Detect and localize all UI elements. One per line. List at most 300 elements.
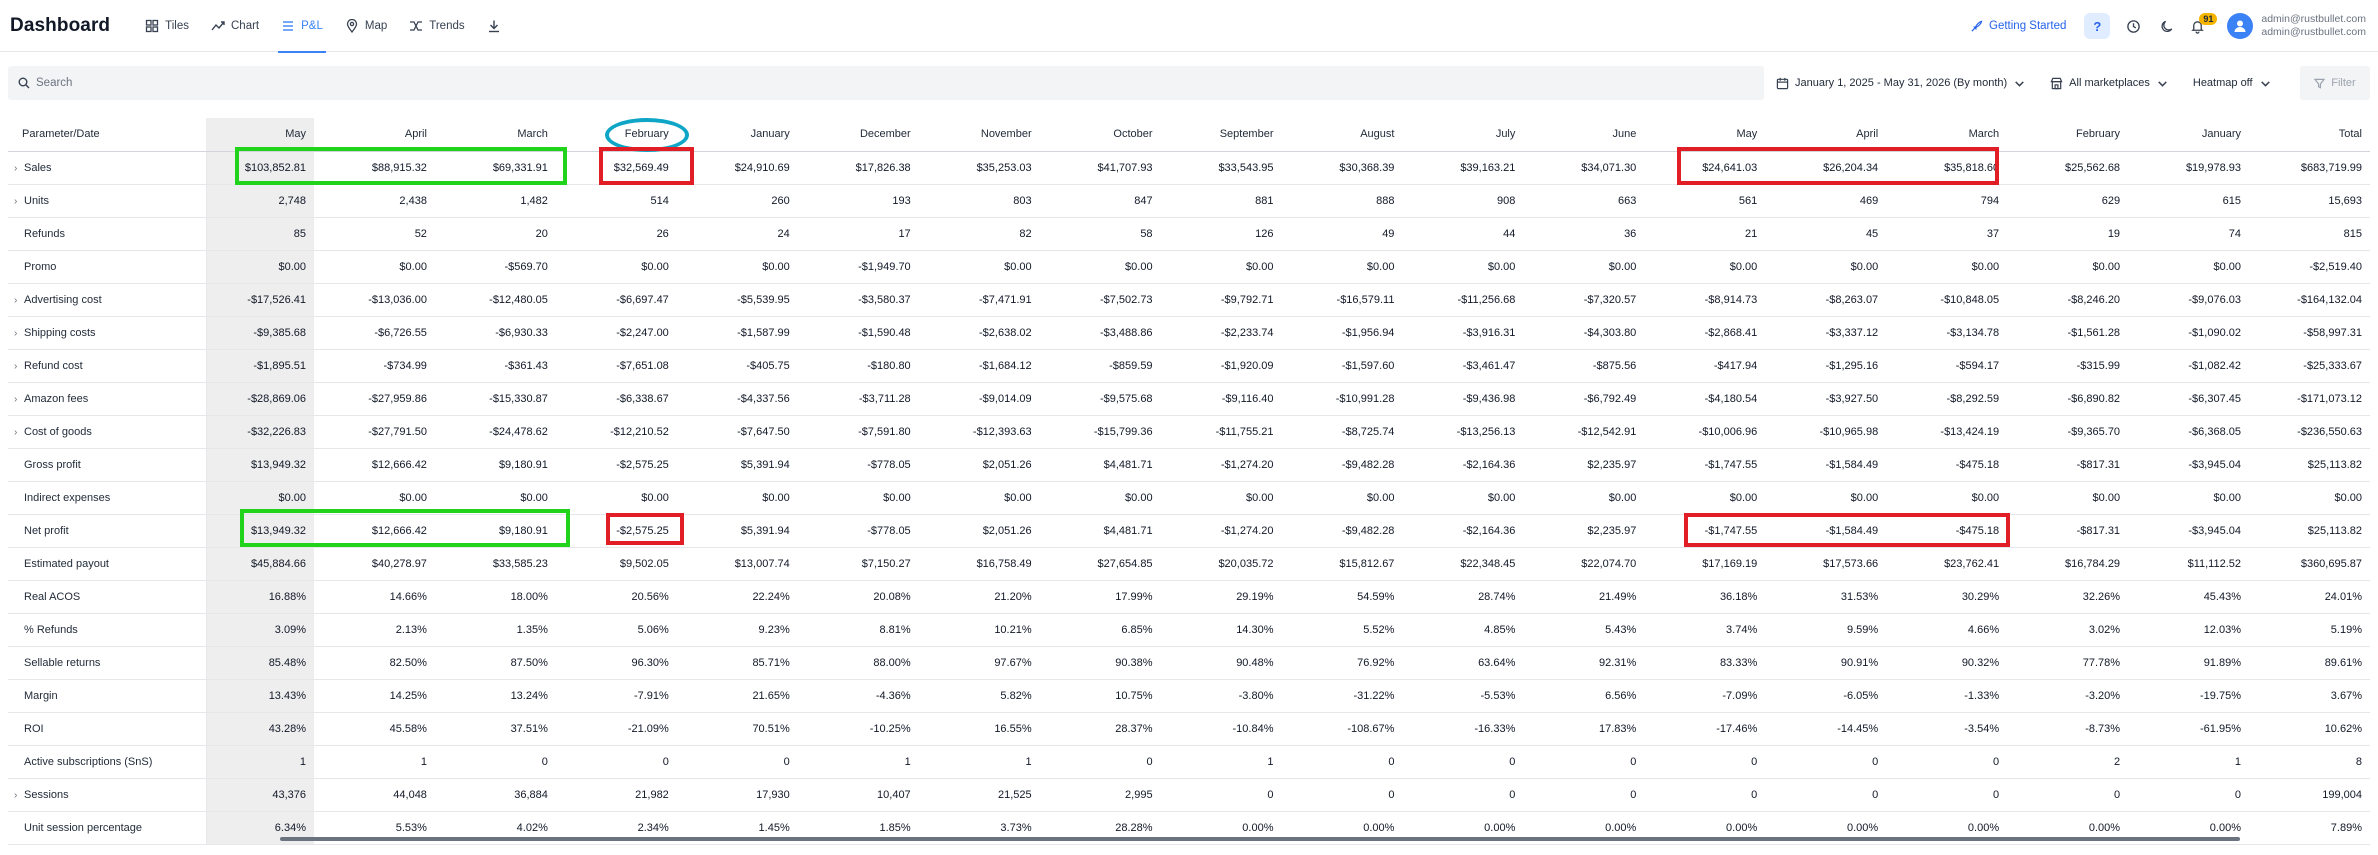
table-cell: 5.82% <box>919 679 1040 712</box>
table-cell: 10.21% <box>919 613 1040 646</box>
table-cell: $19,978.93 <box>2128 151 2249 184</box>
table-cell: $0.00 <box>314 250 435 283</box>
table-cell: 3.73% <box>919 811 1040 844</box>
table-cell: $0.00 <box>798 481 919 514</box>
search-input[interactable] <box>36 77 1736 89</box>
table-cell: -3.54% <box>1886 712 2007 745</box>
tab-trends-label: Trends <box>429 19 465 32</box>
tab-pnl[interactable] <box>270 0 334 52</box>
table-cell: 0 <box>1282 745 1403 778</box>
getting-started-label: Getting Started <box>1989 20 2067 32</box>
getting-started-link[interactable] <box>1970 20 2066 33</box>
table-cell: -$13,256.13 <box>1402 415 1523 448</box>
table-cell: $33,585.23 <box>435 547 556 580</box>
column-header[interactable]: July <box>1402 118 1523 151</box>
table-cell: -$6,890.82 <box>2007 382 2128 415</box>
row-label-cell[interactable] <box>8 415 206 448</box>
table-cell: -$1,597.60 <box>1282 349 1403 382</box>
table-cell: $0.00 <box>1886 481 2007 514</box>
table-cell: $0.00 <box>677 250 798 283</box>
table-cell: 0 <box>1402 778 1523 811</box>
table-cell: $34,071.30 <box>1523 151 1644 184</box>
table-cell: $0.00 <box>1161 481 1282 514</box>
table-cell: -$2,519.40 <box>2249 250 2370 283</box>
table-cell: 90.91% <box>1765 646 1886 679</box>
heatmap-select[interactable] <box>2181 66 2284 100</box>
moon-icon <box>2160 19 2175 34</box>
table-cell: 28.37% <box>1040 712 1161 745</box>
table-cell: -$2,575.25 <box>556 514 677 547</box>
tab-pnl-label: P&L <box>301 19 323 32</box>
table-cell: -$9,116.40 <box>1161 382 1282 415</box>
table-cell: 7.89% <box>2249 811 2370 844</box>
table-cell: -$778.05 <box>798 448 919 481</box>
table-cell: 17.83% <box>1523 712 1644 745</box>
table-cell: $13,007.74 <box>677 547 798 580</box>
table-cell: $41,707.93 <box>1040 151 1161 184</box>
table-cell: -16.33% <box>1402 712 1523 745</box>
table-cell: -7.91% <box>556 679 677 712</box>
table-cell: 17 <box>798 217 919 250</box>
row-label-cell[interactable] <box>8 184 206 217</box>
table-cell: 13.43% <box>206 679 314 712</box>
table-cell: 54.59% <box>1282 580 1403 613</box>
table-cell: 3.02% <box>2007 613 2128 646</box>
pnl-icon <box>281 19 295 33</box>
table-row[interactable] <box>8 415 2370 448</box>
table-cell: $26,204.34 <box>1765 151 1886 184</box>
table-cell: -$164,132.04 <box>2249 283 2370 316</box>
table-cell: -$2,575.25 <box>556 448 677 481</box>
chart-icon <box>211 19 225 33</box>
table-cell: $0.00 <box>1402 481 1523 514</box>
table-cell: -61.95% <box>2128 712 2249 745</box>
horizontal-scrollbar[interactable] <box>280 837 2240 841</box>
row-label: Unit session percentage <box>24 821 143 834</box>
table-cell: $16,784.29 <box>2007 547 2128 580</box>
calendar-icon <box>1776 77 1789 90</box>
table-cell: $32,569.49 <box>556 151 677 184</box>
row-label-cell <box>8 679 206 712</box>
table-cell: 28.28% <box>1040 811 1161 844</box>
date-range-label: January 1, 2025 - May 31, 2026 (By month) <box>1795 77 2008 89</box>
table-cell: -$12,480.05 <box>435 283 556 316</box>
table-cell: -$361.43 <box>435 349 556 382</box>
table-cell: -$4,303.80 <box>1523 316 1644 349</box>
table-cell: 63.64% <box>1402 646 1523 679</box>
row-label-cell <box>8 811 206 844</box>
column-header[interactable]: April <box>314 118 435 151</box>
column-header[interactable]: November <box>919 118 1040 151</box>
row-label-cell[interactable] <box>8 778 206 811</box>
table-cell: -$1,590.48 <box>798 316 919 349</box>
table-cell: -$15,799.36 <box>1040 415 1161 448</box>
filter-icon <box>2314 78 2325 89</box>
chevron-right-icon[interactable]: › <box>14 195 18 207</box>
tab-trends[interactable] <box>398 0 475 52</box>
table-cell: 83.33% <box>1644 646 1765 679</box>
table-cell: 82.50% <box>314 646 435 679</box>
table-cell: -$1,684.12 <box>919 349 1040 382</box>
table-cell: 70.51% <box>677 712 798 745</box>
map-pin-icon <box>345 19 359 33</box>
table-cell: 0 <box>1402 745 1523 778</box>
row-label: ROI <box>24 722 44 735</box>
table-cell: 0.00% <box>1765 811 1886 844</box>
table-cell: 0 <box>1765 778 1886 811</box>
column-header[interactable]: January <box>677 118 798 151</box>
table-cell: 0 <box>1886 778 2007 811</box>
table-cell: 30.29% <box>1886 580 2007 613</box>
table-cell: 20.08% <box>798 580 919 613</box>
table-cell: 43,376 <box>206 778 314 811</box>
table-row[interactable] <box>8 349 2370 382</box>
row-label: Estimated payout <box>24 557 109 570</box>
column-header-parameter: Parameter/Date <box>8 118 206 151</box>
table-cell: 5.19% <box>2249 613 2370 646</box>
table-cell: -6.05% <box>1765 679 1886 712</box>
store-icon <box>2050 77 2063 90</box>
table-cell: $27,654.85 <box>1040 547 1161 580</box>
table-cell: 815 <box>2249 217 2370 250</box>
column-header[interactable]: March <box>1886 118 2007 151</box>
table-cell: -$171,073.12 <box>2249 382 2370 415</box>
tab-tiles-label: Tiles <box>165 19 189 32</box>
table-cell: -$417.94 <box>1644 349 1765 382</box>
table-cell: -$4,180.54 <box>1644 382 1765 415</box>
table-cell: 82 <box>919 217 1040 250</box>
table-cell: 15,693 <box>2249 184 2370 217</box>
row-label: Amazon fees <box>24 392 89 405</box>
table-cell: -$2,233.74 <box>1161 316 1282 349</box>
table-cell: $0.00 <box>556 481 677 514</box>
table-cell: $17,826.38 <box>798 151 919 184</box>
avatar[interactable] <box>2227 13 2253 39</box>
table-cell: -$6,792.49 <box>1523 382 1644 415</box>
table-cell: -$6,930.33 <box>435 316 556 349</box>
column-header[interactable]: September <box>1161 118 1282 151</box>
column-header[interactable]: February <box>2007 118 2128 151</box>
table-cell: -$11,256.68 <box>1402 283 1523 316</box>
table-cell: 45.43% <box>2128 580 2249 613</box>
table-cell: -8.73% <box>2007 712 2128 745</box>
tab-tiles[interactable] <box>134 0 200 52</box>
table-cell: 20.56% <box>556 580 677 613</box>
table-cell: 90.38% <box>1040 646 1161 679</box>
table-cell: $25,562.68 <box>2007 151 2128 184</box>
row-label-cell[interactable] <box>8 283 206 316</box>
row-label: Sessions <box>24 788 69 801</box>
table-cell: 49 <box>1282 217 1403 250</box>
row-label-cell[interactable] <box>8 151 206 184</box>
table-cell: 44 <box>1402 217 1523 250</box>
table-cell: 1 <box>919 745 1040 778</box>
table-cell: $360,695.87 <box>2249 547 2370 580</box>
table-cell: -14.45% <box>1765 712 1886 745</box>
column-header[interactable]: Total <box>2249 118 2370 151</box>
table-cell: -$6,697.47 <box>556 283 677 316</box>
table-cell: 85.48% <box>206 646 314 679</box>
history-button[interactable] <box>2122 15 2144 37</box>
table-cell: $0.00 <box>435 481 556 514</box>
row-label: % Refunds <box>24 623 78 636</box>
table-cell: $39,163.21 <box>1402 151 1523 184</box>
column-header[interactable]: February <box>556 118 677 151</box>
table-cell: $0.00 <box>2249 481 2370 514</box>
row-label: Margin <box>24 689 58 702</box>
table-cell: 14.30% <box>1161 613 1282 646</box>
chevron-right-icon[interactable]: › <box>14 393 18 405</box>
search-icon <box>18 77 30 89</box>
table-cell: 96.30% <box>556 646 677 679</box>
table-cell: -$1,561.28 <box>2007 316 2128 349</box>
table-cell: $25,113.82 <box>2249 514 2370 547</box>
table-cell: $88,915.32 <box>314 151 435 184</box>
table-cell: -$3,134.78 <box>1886 316 2007 349</box>
table-cell: -$9,385.68 <box>206 316 314 349</box>
filter-button[interactable] <box>2300 66 2370 100</box>
table-cell: 37 <box>1886 217 2007 250</box>
table-cell: -$180.80 <box>798 349 919 382</box>
table-cell: 1.85% <box>798 811 919 844</box>
chevron-right-icon[interactable]: › <box>14 294 18 306</box>
table-cell: $0.00 <box>2128 250 2249 283</box>
table-cell: -$10,965.98 <box>1765 415 1886 448</box>
column-header[interactable]: March <box>435 118 556 151</box>
row-label: Promo <box>24 260 57 273</box>
table-cell: -1.33% <box>1886 679 2007 712</box>
table-row[interactable] <box>8 316 2370 349</box>
table-row <box>8 712 2370 745</box>
table-cell: -$734.99 <box>314 349 435 382</box>
table-cell: 12.03% <box>2128 613 2249 646</box>
table-cell: 87.50% <box>435 646 556 679</box>
table-cell: -$7,647.50 <box>677 415 798 448</box>
table-cell: -$2,638.02 <box>919 316 1040 349</box>
table-header-row <box>8 118 2370 151</box>
table-cell: -$12,393.63 <box>919 415 1040 448</box>
table-cell: 0.00% <box>1523 811 1644 844</box>
chevron-right-icon[interactable]: › <box>14 162 18 174</box>
table-cell: -$859.59 <box>1040 349 1161 382</box>
table-cell: 1.45% <box>677 811 798 844</box>
table-row[interactable] <box>8 283 2370 316</box>
table-cell: -$778.05 <box>798 514 919 547</box>
table-cell: 36,884 <box>435 778 556 811</box>
tab-map[interactable] <box>334 0 398 52</box>
table-cell: 1 <box>206 745 314 778</box>
table-cell: 52 <box>314 217 435 250</box>
table-cell: -3.20% <box>2007 679 2128 712</box>
table-cell: $0.00 <box>1644 481 1765 514</box>
table-cell: -4.36% <box>798 679 919 712</box>
chevron-down-icon <box>2156 77 2169 90</box>
table-cell: 0.00% <box>1161 811 1282 844</box>
table-cell: $0.00 <box>1644 250 1765 283</box>
table-cell: 10.75% <box>1040 679 1161 712</box>
table-cell: 21 <box>1644 217 1765 250</box>
row-label-cell[interactable] <box>8 382 206 415</box>
table-cell: 126 <box>1161 217 1282 250</box>
trends-icon <box>409 19 423 33</box>
table-row[interactable] <box>8 184 2370 217</box>
table-cell: 0.00% <box>1402 811 1523 844</box>
table-cell: -$1,274.20 <box>1161 514 1282 547</box>
table-cell: $9,502.05 <box>556 547 677 580</box>
table-cell: -$13,036.00 <box>314 283 435 316</box>
table-row <box>8 514 2370 547</box>
table-row[interactable] <box>8 151 2370 184</box>
table-cell: 77.78% <box>2007 646 2128 679</box>
table-cell: $0.00 <box>919 250 1040 283</box>
table-cell: -$1,895.51 <box>206 349 314 382</box>
table-cell: 199,004 <box>2249 778 2370 811</box>
row-label-cell <box>8 712 206 745</box>
column-header[interactable]: May <box>206 118 314 151</box>
table-cell: -$27,959.86 <box>314 382 435 415</box>
table-cell: -$817.31 <box>2007 448 2128 481</box>
table-cell: $35,818.60 <box>1886 151 2007 184</box>
table-cell: 1 <box>798 745 919 778</box>
table-cell: $0.00 <box>2007 481 2128 514</box>
table-cell: 97.67% <box>919 646 1040 679</box>
column-header[interactable]: January <box>2128 118 2249 151</box>
table-cell: -$1,584.49 <box>1765 514 1886 547</box>
row-label-cell[interactable] <box>8 316 206 349</box>
table-cell: 28.74% <box>1402 580 1523 613</box>
table-cell: -$475.18 <box>1886 448 2007 481</box>
table-cell: -$3,945.04 <box>2128 514 2249 547</box>
row-label: Gross profit <box>24 458 81 471</box>
table-cell: 663 <box>1523 184 1644 217</box>
table-row[interactable] <box>8 778 2370 811</box>
table-cell: 18.00% <box>435 580 556 613</box>
table-cell: -$7,651.08 <box>556 349 677 382</box>
table-cell: 37.51% <box>435 712 556 745</box>
table-cell: -$32,226.83 <box>206 415 314 448</box>
row-label-cell[interactable] <box>8 349 206 382</box>
table-cell: $0.00 <box>677 481 798 514</box>
table-cell: -$1,920.09 <box>1161 349 1282 382</box>
table-row[interactable] <box>8 382 2370 415</box>
table-cell: 1 <box>314 745 435 778</box>
table-cell: -$28,869.06 <box>206 382 314 415</box>
row-label-cell <box>8 250 206 283</box>
table-cell: 2.34% <box>556 811 677 844</box>
table-cell: -$1,956.94 <box>1282 316 1403 349</box>
table-cell: -$1,082.42 <box>2128 349 2249 382</box>
table-cell: -$1,587.99 <box>677 316 798 349</box>
table-row <box>8 481 2370 514</box>
table-cell: 45.58% <box>314 712 435 745</box>
notifications-button[interactable] <box>2190 13 2214 34</box>
table-cell: 629 <box>2007 184 2128 217</box>
table-cell: -108.67% <box>1282 712 1403 745</box>
table-cell: 19 <box>2007 217 2128 250</box>
row-label-cell <box>8 481 206 514</box>
column-header[interactable]: May <box>1644 118 1765 151</box>
table-cell: 74 <box>2128 217 2249 250</box>
table-cell: $0.00 <box>556 250 677 283</box>
row-label-cell <box>8 745 206 778</box>
table-cell: 3.74% <box>1644 613 1765 646</box>
row-label-cell <box>8 613 206 646</box>
user-email[interactable] <box>2261 13 2366 39</box>
table-cell: -$1,295.16 <box>1765 349 1886 382</box>
table-cell: -$12,542.91 <box>1523 415 1644 448</box>
table-cell: -$5,539.95 <box>677 283 798 316</box>
table-cell: $22,348.45 <box>1402 547 1523 580</box>
column-header[interactable]: April <box>1765 118 1886 151</box>
table-cell: 43.28% <box>206 712 314 745</box>
help-label: ? <box>2093 18 2102 34</box>
table-cell: -$405.75 <box>677 349 798 382</box>
table-cell: 91.89% <box>2128 646 2249 679</box>
column-header[interactable]: August <box>1282 118 1403 151</box>
table-cell: $4,481.71 <box>1040 448 1161 481</box>
help-button[interactable] <box>2084 13 2110 39</box>
table-cell: 0 <box>677 745 798 778</box>
download-button[interactable] <box>476 0 512 52</box>
table-cell: 888 <box>1282 184 1403 217</box>
table-cell: -$24,478.62 <box>435 415 556 448</box>
table-cell: 803 <box>919 184 1040 217</box>
column-header[interactable]: June <box>1523 118 1644 151</box>
table-cell: 0.00% <box>1282 811 1403 844</box>
table-cell: -10.84% <box>1161 712 1282 745</box>
table-cell: 0 <box>1886 745 2007 778</box>
table-cell: -$12,210.52 <box>556 415 677 448</box>
marketplace-select[interactable] <box>2038 66 2181 100</box>
table-cell: -$9,365.70 <box>2007 415 2128 448</box>
theme-toggle[interactable] <box>2156 15 2178 37</box>
column-header[interactable]: December <box>798 118 919 151</box>
user-icon <box>2232 18 2248 34</box>
tab-chart[interactable] <box>200 0 270 52</box>
table-cell: 76.92% <box>1282 646 1403 679</box>
table-cell: -10.25% <box>798 712 919 745</box>
column-header[interactable]: October <box>1040 118 1161 151</box>
table-cell: 2,748 <box>206 184 314 217</box>
table-cell: -$25,333.67 <box>2249 349 2370 382</box>
table-cell: -$7,502.73 <box>1040 283 1161 316</box>
table-cell: 17.99% <box>1040 580 1161 613</box>
table-cell: $30,368.39 <box>1282 151 1403 184</box>
chevron-right-icon[interactable]: › <box>14 789 18 801</box>
table-cell: 85.71% <box>677 646 798 679</box>
table-cell: 4.66% <box>1886 613 2007 646</box>
table-cell: -$13,424.19 <box>1886 415 2007 448</box>
table-cell: 0.00% <box>1644 811 1765 844</box>
table-cell: 0 <box>1523 778 1644 811</box>
filter-label: Filter <box>2331 77 2356 89</box>
chevron-right-icon[interactable]: › <box>14 426 18 438</box>
table-cell: -$236,550.63 <box>2249 415 2370 448</box>
date-range-picker[interactable] <box>1764 66 2038 100</box>
table-cell: -$16,579.11 <box>1282 283 1403 316</box>
chevron-right-icon[interactable]: › <box>14 327 18 339</box>
top-right-controls <box>1970 0 2378 52</box>
table-cell: -$1,747.55 <box>1644 448 1765 481</box>
table-cell: 10,407 <box>798 778 919 811</box>
table-cell: $24,641.03 <box>1644 151 1765 184</box>
chevron-right-icon[interactable]: › <box>14 360 18 372</box>
tiles-icon <box>145 19 159 33</box>
search-box[interactable] <box>8 66 1764 100</box>
table-cell: -17.46% <box>1644 712 1765 745</box>
table-cell: 0 <box>1523 745 1644 778</box>
row-label: Sellable returns <box>24 656 101 669</box>
